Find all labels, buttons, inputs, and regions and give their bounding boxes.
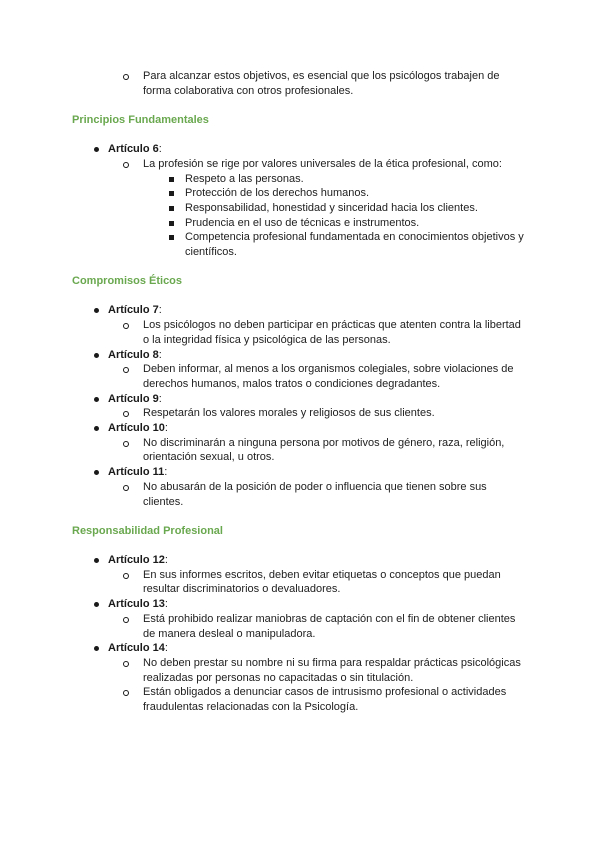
- bullet-hollow-circle-icon: [123, 323, 129, 329]
- article-colon: :: [164, 642, 168, 655]
- article-label: Artículo 8: [108, 348, 159, 361]
- bullet-hollow-circle-icon: [123, 485, 129, 491]
- subpoint-text: Respeto a las personas.: [185, 172, 304, 185]
- point-text: No deben prestar su nombre ni su firma para respaldar prácticas psicológicas realizadas por personas no capacitadas o sin titulación.: [143, 656, 521, 684]
- bullet-hollow-circle-icon: [123, 74, 129, 80]
- list-item: [72, 568, 528, 597]
- article-item: [72, 142, 528, 157]
- article-colon: :: [158, 143, 162, 156]
- article-item: [72, 641, 528, 656]
- point-text: Los psicólogos no deben participar en prácticas que atenten contra la libertad o la integridad física y psicológica de las personas.: [143, 319, 521, 346]
- list-item: [72, 172, 528, 187]
- bullet-square-icon: [169, 206, 174, 211]
- list-item: [72, 318, 528, 347]
- list-item: [72, 362, 528, 391]
- article-item: [72, 303, 528, 318]
- subpoint-text: Protección de los derechos humanos.: [185, 187, 370, 200]
- article-item: [72, 421, 528, 436]
- point-text: En sus informes escritos, deben evitar etiquetas o conceptos que puedan resultar discriminatorios o devaluadores.: [143, 568, 501, 596]
- list-item: [72, 656, 528, 685]
- article-colon: :: [164, 553, 168, 566]
- article-item: [72, 597, 528, 612]
- list-item: [72, 157, 528, 172]
- article-item: [72, 392, 528, 407]
- bullet-disc-icon: [94, 147, 99, 152]
- bullet-hollow-circle-icon: [123, 690, 129, 696]
- article-colon: :: [164, 466, 168, 479]
- bullet-disc-icon: [94, 646, 99, 651]
- article-label: Artículo 13: [108, 598, 165, 611]
- article-label: Artículo 7: [108, 304, 159, 317]
- point-text: No abusarán de la posición de poder o influencia que tienen sobre sus clientes.: [143, 480, 487, 508]
- article-colon: :: [164, 422, 168, 435]
- bullet-hollow-circle-icon: [123, 162, 129, 168]
- bullet-square-icon: [169, 235, 174, 240]
- bullet-disc-icon: [94, 602, 99, 607]
- subpoint-text: Competencia profesional fundamentada en conocimientos objetivos y científicos.: [185, 231, 524, 259]
- subpoint-text: Responsabilidad, honestidad y sinceridad hacia los clientes.: [185, 201, 478, 214]
- section-heading-responsabilidad-profesional: Responsabilidad Profesional: [72, 524, 223, 537]
- bullet-disc-icon: [94, 470, 99, 475]
- list-item: [72, 406, 528, 421]
- bullet-disc-icon: [94, 353, 99, 358]
- point-text: Está prohibido realizar maniobras de captación con el fin de obtener clientes de manera desleal o manipuladora.: [143, 612, 516, 640]
- article-item: [72, 348, 528, 363]
- article-colon: :: [164, 598, 168, 611]
- bullet-hollow-circle-icon: [123, 411, 129, 417]
- list-item: [72, 216, 528, 231]
- article-colon: :: [158, 304, 162, 317]
- section-heading-compromisos-eticos: Compromisos Éticos: [72, 275, 183, 288]
- bullet-hollow-circle-icon: [123, 367, 129, 373]
- list-item: [72, 480, 528, 509]
- bullet-hollow-circle-icon: [123, 617, 129, 623]
- article-label: Artículo 9: [108, 392, 159, 405]
- article-colon: :: [158, 392, 162, 405]
- bullet-hollow-circle-icon: [123, 441, 129, 447]
- bullet-square-icon: [169, 221, 174, 226]
- list-item: [72, 230, 528, 259]
- point-text: La profesión se rige por valores universales de la ética profesional, como:: [143, 157, 502, 170]
- bullet-disc-icon: [94, 426, 99, 431]
- article-label: Artículo 14: [108, 642, 165, 655]
- list-item: [72, 685, 528, 714]
- intro-text: Para alcanzar estos objetivos, es esencial que los psicólogos trabajen de forma colaborativa con otros profesionales.: [143, 70, 500, 97]
- list-item: [72, 201, 528, 216]
- article-label: Artículo 10: [108, 422, 165, 435]
- point-text: Deben informar, al menos a los organismos colegiales, sobre violaciones de derechos humanos, malos tratos o condiciones degradantes.: [143, 363, 514, 390]
- article-label: Artículo 11: [108, 466, 165, 479]
- bullet-hollow-circle-icon: [123, 573, 129, 579]
- bullet-disc-icon: [94, 558, 99, 563]
- article-label: Artículo 12: [108, 553, 165, 566]
- bullet-hollow-circle-icon: [123, 661, 129, 667]
- point-text: Están obligados a denunciar casos de intrusismo profesional o actividades fraudulentas relacionadas con la Psicología.: [143, 686, 507, 714]
- article-item: [72, 465, 528, 480]
- point-text: Respetarán los valores morales y religiosos de sus clientes.: [143, 407, 435, 420]
- article-colon: :: [158, 348, 162, 361]
- list-item: [72, 612, 528, 641]
- article-label: Artículo 6: [108, 143, 159, 156]
- article-item: [72, 553, 528, 568]
- point-text: No discriminarán a ninguna persona por motivos de género, raza, religión, orientación sexual, u otros.: [143, 436, 505, 464]
- list-item: [72, 186, 528, 201]
- bullet-disc-icon: [94, 397, 99, 402]
- section-heading-principios-fundamentales: Principios Fundamentales: [72, 113, 209, 126]
- bullet-disc-icon: [94, 308, 99, 313]
- bullet-square-icon: [169, 191, 174, 196]
- subpoint-text: Prudencia en el uso de técnicas e instrumentos.: [185, 216, 420, 229]
- bullet-square-icon: [169, 177, 174, 182]
- list-item: [72, 436, 528, 465]
- list-item: [72, 69, 528, 98]
